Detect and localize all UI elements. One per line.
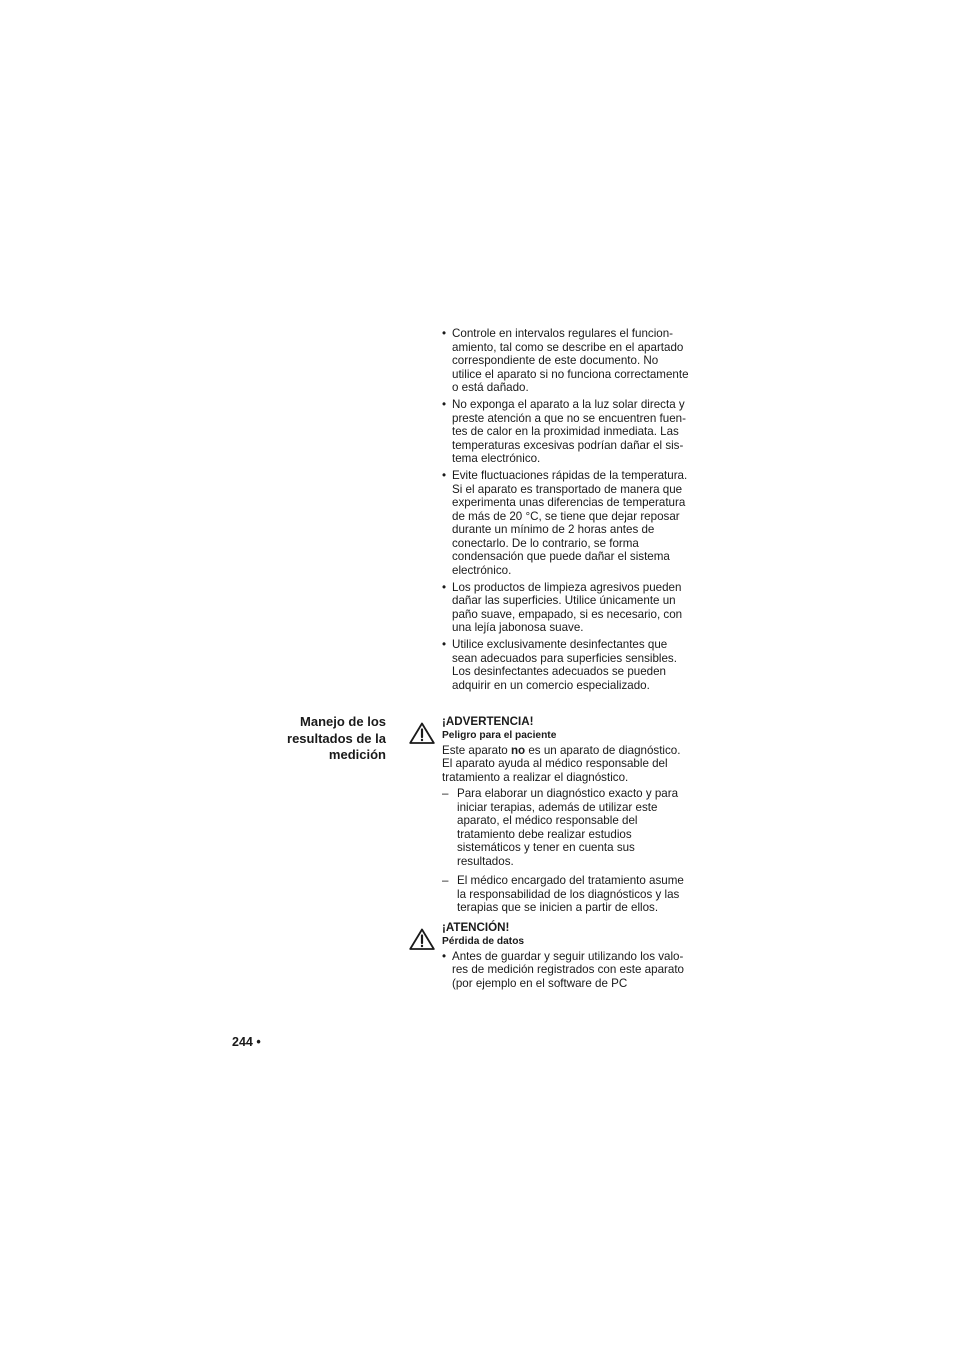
line: Antes de guardar y seguir utilizando los valo-	[452, 949, 684, 963]
line: experimenta unas diferencias de temperatura	[452, 496, 686, 509]
line: temperaturas excesivas podrían dañar el sis-	[452, 438, 684, 452]
warning-triangle-icon	[409, 722, 435, 744]
line: de más de 20 °C, se tiene que dejar reposar	[452, 509, 680, 523]
line: Evite fluctuaciones rápidas de la temperatura.	[452, 469, 688, 482]
line: Controle en intervalos regulares el funcion-	[452, 327, 674, 340]
notice-subtitle: Pérdida de datos	[442, 936, 525, 947]
heading-line: resultados de la	[287, 730, 386, 746]
line: amiento, tal como se describe en el apartado	[452, 340, 684, 354]
line: correspondiente de este documento. No	[452, 354, 659, 367]
section-heading	[262, 714, 386, 764]
line: preste atención a que no se encuentren fuen-	[452, 411, 686, 425]
list-item: • Evite fluctuaciones rápidas de la temperatura. Si el aparato es transportado de manera que experimenta unas diferencias de temperatura de más de 20 °C, se tiene que dejar reposar durante un mínimo de 2 horas antes de conectarlo. De lo contrario, se forma condensación que puede dañar el sistema electrónico.	[442, 469, 694, 577]
line: res de medición registrados con este aparato	[452, 963, 685, 976]
line: Los desinfectantes adecuados se pueden	[452, 665, 667, 678]
line: Este aparato no es un aparato de diagnóstico.	[442, 743, 681, 757]
notice-subtitle: Peligro para el paciente	[442, 730, 557, 741]
attention-notice	[442, 921, 694, 994]
line: El médico encargado del tratamiento asume	[457, 874, 684, 887]
line: Los productos de limpieza agresivos pueden	[452, 580, 682, 594]
line: tes de calor en la proximidad inmediata. Las	[452, 425, 679, 438]
line: adquirir en un comercio especializado.	[452, 678, 650, 692]
line: condensación que puede dañar el sistema	[452, 550, 670, 563]
paragraph	[442, 744, 694, 785]
page-number: 244	[232, 1035, 253, 1049]
line: utilice el aparato si no funciona correctamente	[452, 367, 689, 381]
list-item: • Los productos de limpieza agresivos pueden dañar las superficies. Utilice únicamente un paño suave, empapado, si es necesario, con una lejía jabonosa suave.	[442, 581, 694, 635]
line: paño suave, empapado, si es necesario, con	[452, 607, 683, 621]
line: terapias que se inicien a partir de ellos.	[457, 901, 659, 914]
line: No exponga el aparato a la luz solar directa y	[452, 398, 685, 411]
list-item: • Utilice exclusivamente desinfectantes que sean adecuados para superficies sensibles. Los desinfectantes adecuados se pueden adquirir en un comercio especializado.	[442, 638, 694, 692]
line: aparato, el médico responsable del	[457, 814, 638, 827]
line: Para elaborar un diagnóstico exacto y para	[457, 787, 679, 800]
bullet-list	[442, 327, 694, 696]
notice-title: ¡ATENCIÓN!	[442, 921, 510, 934]
line: tratamiento a realizar el diagnóstico.	[442, 770, 629, 784]
list-item: – Para elaborar un diagnóstico exacto y para iniciar terapias, además de utilizar este aparato, el médico responsable del tratamiento debe realizar estudios sistemáticos y tener en cuenta sus resultados.	[442, 787, 694, 868]
line: (por ejemplo en el software de PC	[452, 976, 628, 990]
line: Utilice exclusivamente desinfectantes que	[452, 638, 668, 651]
line: tema electrónico.	[452, 452, 541, 465]
list-item: – El médico encargado del tratamiento asume la responsabilidad de los diagnósticos y las terapias que se inicien a partir de ellos.	[442, 874, 694, 915]
warning-notice	[442, 715, 694, 921]
line: sean adecuados para superficies sensibles.	[452, 651, 677, 665]
line: dañar las superficies. Utilice únicamente un	[452, 594, 676, 607]
warning-triangle-icon	[409, 928, 435, 950]
line: resultados.	[457, 854, 514, 868]
line: conectarlo. De lo contrario, se forma	[452, 536, 639, 550]
heading-line: medición	[328, 747, 386, 762]
line: o está dañado.	[452, 381, 529, 394]
list-item: • No exponga el aparato a la luz solar directa y preste atención a que no se encuentren fuen- tes de calor en la proximidad inmediata. Las temperaturas excesivas podrían dañar el sis- tema electrónico.	[442, 398, 694, 466]
line: Si el aparato es transportado de manera que	[452, 482, 683, 496]
line: El aparato ayuda al médico responsable del	[442, 757, 668, 770]
line: una lejía jabonosa suave.	[452, 621, 584, 634]
line: sistemáticos y tener en cuenta sus	[457, 841, 635, 854]
list-item: • Controle en intervalos regulares el funcion- amiento, tal como se describe en el apartado correspondiente de este documento. No utilice el aparato si no funciona correctamente o está dañado.	[442, 327, 694, 395]
line: iniciar terapias, además de utilizar este	[457, 800, 658, 814]
line: durante un mínimo de 2 horas antes de	[452, 523, 655, 536]
list-item: • Antes de guardar y seguir utilizando los valo- res de medición registrados con este aparato (por ejemplo en el software de PC	[442, 950, 694, 991]
line: electrónico.	[452, 563, 512, 577]
page-footer	[232, 1035, 261, 1049]
footer-separator: •	[256, 1035, 261, 1049]
emphasis: no	[510, 743, 526, 757]
line: la responsabilidad de los diagnósticos y las	[457, 887, 680, 901]
heading-line: Manejo de los	[300, 714, 386, 729]
notice-title: ¡ADVERTENCIA!	[442, 715, 534, 728]
line: tratamiento debe realizar estudios	[457, 827, 632, 841]
